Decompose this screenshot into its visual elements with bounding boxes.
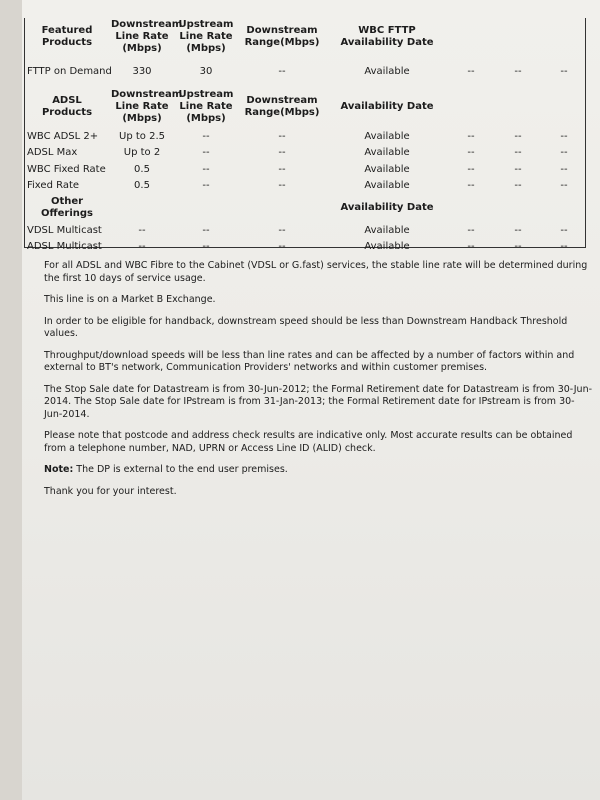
table-row: [25, 161, 587, 178]
market-exchange-note: This line is on a Market B Exchange.: [44, 294, 216, 305]
table-cell: --: [514, 241, 522, 253]
table-cell: --: [560, 147, 568, 159]
table-cell: 330: [132, 65, 152, 77]
table-cell: --: [467, 147, 475, 159]
column-header: Availability Date: [340, 202, 434, 213]
column-header: [175, 194, 237, 222]
empty-cell: [541, 18, 587, 56]
empty-cell: [447, 86, 495, 128]
table-cell: --: [467, 241, 475, 253]
product-name: WBC Fixed Rate: [27, 163, 106, 175]
stop-sale-note: The Stop Sale date for Datastream is from 30-Jun-2012; the Formal Retirement date for Datastream is from 30-Jun-2014. The Stop Sale date for IPstream is from 31-Jan-2013; the Formal Retirement date for IPstream is from 30-Jun-2014.: [44, 383, 593, 420]
column-header: [109, 194, 175, 222]
table-cell: --: [202, 163, 210, 175]
column-header: [237, 194, 327, 222]
note-label: Note:: [44, 464, 74, 475]
availability-table: [24, 18, 586, 253]
section-title: Featured Products: [41, 25, 93, 48]
empty-cell: [447, 18, 495, 56]
table-cell: --: [560, 241, 568, 253]
table-cell: --: [278, 65, 286, 77]
column-header: Downstream Line Rate (Mbps): [111, 19, 183, 54]
table-cell: --: [560, 180, 568, 192]
table-cell: --: [560, 65, 568, 77]
table-cell: --: [202, 130, 210, 142]
table-cell: --: [138, 224, 146, 236]
table-cell: --: [514, 224, 522, 236]
section-title: Other Offerings: [41, 196, 93, 219]
table-cell: --: [278, 180, 286, 192]
table-cell: Available: [364, 224, 410, 236]
table-row: [25, 56, 587, 86]
table-cell: 30: [199, 65, 213, 77]
table-cell: --: [514, 163, 522, 175]
table-cell: --: [202, 241, 210, 253]
table-row: [25, 145, 587, 162]
table-cell: --: [278, 224, 286, 236]
product-name: Fixed Rate: [27, 180, 80, 192]
table-cell: --: [467, 65, 475, 77]
table-cell: --: [202, 180, 210, 192]
column-header: WBC FTTP Availability Date: [340, 25, 434, 48]
table-cell: Available: [364, 163, 410, 175]
table-cell: Available: [364, 180, 410, 192]
table-cell: Available: [364, 130, 410, 142]
table-cell: Up to 2.5: [119, 130, 165, 142]
product-name: FTTP on Demand: [27, 65, 112, 77]
empty-cell: [495, 18, 541, 56]
table-cell: --: [514, 130, 522, 142]
table-cell: --: [202, 147, 210, 159]
stable-line-rate-note: For all ADSL and WBC Fibre to the Cabinet (VDSL or G.fast) services, the stable line rate will be determined during the first 10 days of service usage.: [44, 260, 588, 284]
table-cell: 0.5: [134, 180, 150, 192]
empty-cell: [447, 194, 495, 222]
product-name: VDSL Multicast: [27, 224, 102, 236]
table-cell: --: [278, 130, 286, 142]
table-cell: --: [467, 163, 475, 175]
products-table: [25, 18, 587, 255]
table-cell: --: [278, 163, 286, 175]
section-header-row: [25, 86, 587, 128]
table-cell: --: [467, 224, 475, 236]
dp-note: [44, 464, 592, 477]
throughput-note: Throughput/download speeds will be less than line rates and can be affected by a number of factors within and external to BT's network, Communication Providers' networks and within customer premises.: [44, 349, 575, 373]
empty-cell: [495, 194, 541, 222]
notes-section: [44, 260, 592, 507]
table-cell: Available: [364, 65, 410, 77]
product-name: ADSL Max: [27, 147, 78, 159]
column-header: Downstream Range(Mbps): [244, 25, 320, 48]
table-cell: --: [514, 180, 522, 192]
table-cell: 0.5: [134, 163, 150, 175]
table-row: [25, 178, 587, 195]
indicative-results-note: Please note that postcode and address check results are indicative only. Most accurate results can be obtained from a telephone number, NAD, UPRN or Access Line ID (ALID) check.: [44, 430, 573, 454]
table-cell: --: [278, 241, 286, 253]
thanks-text: Thank you for your interest.: [44, 485, 177, 497]
table-cell: --: [560, 163, 568, 175]
empty-cell: [495, 86, 541, 128]
product-name: WBC ADSL 2+: [27, 130, 99, 142]
table-cell: --: [202, 224, 210, 236]
table-cell: --: [514, 147, 522, 159]
column-header: Availability Date: [340, 101, 434, 112]
table-cell: --: [278, 147, 286, 159]
column-header: Downstream Line Rate (Mbps): [111, 89, 183, 124]
table-row: [25, 239, 587, 256]
table-cell: --: [560, 224, 568, 236]
table-cell: Available: [364, 241, 410, 253]
table-cell: Up to 2: [123, 147, 161, 159]
column-header: Upstream Line Rate (Mbps): [178, 89, 234, 124]
note-text: The DP is external to the end user premises.: [73, 464, 288, 475]
section-header-row: [25, 194, 587, 222]
column-header: Downstream Range(Mbps): [244, 95, 320, 118]
column-header: Upstream Line Rate (Mbps): [178, 19, 234, 54]
table-row: [25, 222, 587, 239]
section-header-row: [25, 18, 587, 56]
table-cell: --: [467, 130, 475, 142]
empty-cell: [541, 86, 587, 128]
handback-note: In order to be eligible for handback, downstream speed should be less than Downstream Handback Threshold values.: [44, 315, 568, 339]
table-row: [25, 128, 587, 145]
table-cell: --: [467, 180, 475, 192]
section-title: ADSL Products: [41, 95, 93, 118]
table-cell: --: [138, 241, 146, 253]
table-cell: --: [514, 65, 522, 77]
table-cell: Available: [364, 147, 410, 159]
empty-cell: [541, 194, 587, 222]
table-cell: --: [560, 130, 568, 142]
product-name: ADSL Multicast: [27, 241, 102, 253]
